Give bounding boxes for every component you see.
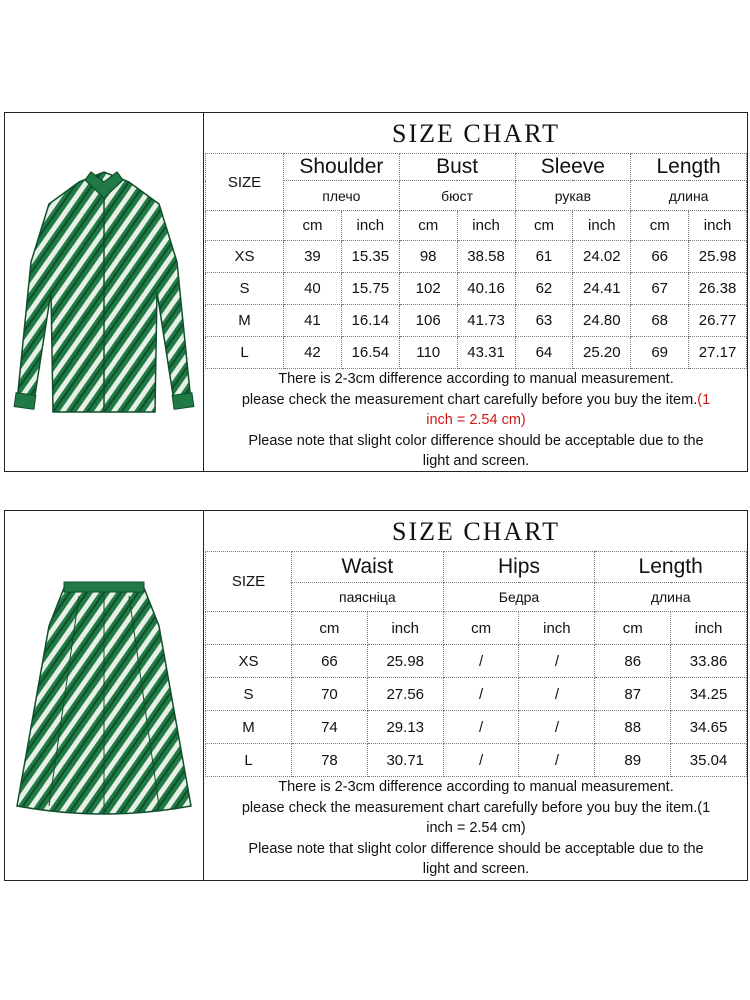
value-cell: 16.14: [341, 305, 399, 337]
value-cell: 63: [515, 305, 573, 337]
value-cell: 43.31: [457, 337, 515, 369]
value-cell: 64: [515, 337, 573, 369]
column-header-bust: Bust: [399, 154, 515, 181]
value-cell: 40: [284, 273, 342, 305]
unit-cell: cm: [399, 211, 457, 241]
value-cell: 38.58: [457, 241, 515, 273]
value-cell: 74: [292, 711, 368, 744]
column-header-hips: Hips: [443, 552, 595, 583]
value-cell: /: [519, 678, 595, 711]
value-cell: 110: [399, 337, 457, 369]
value-cell: 27.17: [689, 337, 747, 369]
value-cell: 102: [399, 273, 457, 305]
value-cell: 26.77: [689, 305, 747, 337]
column-header-sleeve: Sleeve: [515, 154, 631, 181]
size-cell: S: [206, 678, 292, 711]
value-cell: 67: [631, 273, 689, 305]
value-cell: 34.65: [671, 711, 747, 744]
unit-cell: inch: [457, 211, 515, 241]
value-cell: 25.98: [689, 241, 747, 273]
value-cell: 88: [595, 711, 671, 744]
value-cell: 61: [515, 241, 573, 273]
value-cell: 27.56: [367, 678, 443, 711]
table-row: [206, 241, 747, 273]
value-cell: /: [443, 711, 519, 744]
column-subheader-length: длина: [631, 181, 747, 211]
value-cell: /: [519, 645, 595, 678]
column-header-shoulder: Shoulder: [284, 154, 400, 181]
value-cell: 15.35: [341, 241, 399, 273]
chart-title: SIZE CHART: [392, 517, 560, 546]
value-cell: 66: [292, 645, 368, 678]
shirt-product-image: [5, 113, 204, 471]
value-cell: 30.71: [367, 744, 443, 777]
note-line: inch = 2.54 cm): [426, 820, 526, 836]
value-cell: 78: [292, 744, 368, 777]
value-cell: 70: [292, 678, 368, 711]
units-row: [206, 612, 747, 645]
skirt-size-table: [205, 551, 747, 777]
unit-cell: cm: [515, 211, 573, 241]
note-line: There is 2-3cm difference according to manual measurement.: [278, 779, 674, 795]
value-cell: 25.98: [367, 645, 443, 678]
value-cell: 42: [284, 337, 342, 369]
size-cell: S: [206, 273, 284, 305]
units-row: [206, 211, 747, 241]
column-header-length: Length: [631, 154, 747, 181]
size-cell: M: [206, 305, 284, 337]
note-text: please check the measurement chart carefully before you buy the item.: [241, 391, 698, 408]
skirt-chart-area: [205, 511, 747, 880]
chart-title: SIZE CHART: [392, 119, 560, 148]
value-cell: 69: [631, 337, 689, 369]
table-row: [206, 711, 747, 744]
value-cell: /: [519, 711, 595, 744]
value-cell: 15.75: [341, 273, 399, 305]
note-line: please check the measurement chart carefully before you buy the item.(1: [241, 799, 711, 816]
unit-cell: cm: [284, 211, 342, 241]
value-cell: /: [443, 744, 519, 777]
size-cell: L: [206, 744, 292, 777]
size-header: SIZE: [206, 552, 292, 612]
value-cell: 25.20: [573, 337, 631, 369]
skirt-product-image: [5, 511, 204, 880]
column-subheader-waist: паясніца: [292, 583, 444, 612]
table-row: [206, 744, 747, 777]
value-cell: 66: [631, 241, 689, 273]
shirt-size-table: [205, 153, 747, 369]
value-cell: 16.54: [341, 337, 399, 369]
table-row: [206, 337, 747, 369]
skirt-size-chart-panel: [4, 510, 748, 881]
table-row: [206, 305, 747, 337]
column-subheader-hips: Бедра: [443, 583, 595, 612]
measurement-notes: [205, 777, 747, 880]
value-cell: 86: [595, 645, 671, 678]
unit-cell: inch: [689, 211, 747, 241]
value-cell: 24.80: [573, 305, 631, 337]
value-cell: 29.13: [367, 711, 443, 744]
note-line: light and screen.: [422, 861, 530, 877]
value-cell: /: [443, 645, 519, 678]
value-cell: 33.86: [671, 645, 747, 678]
note-line: Please note that slight color difference should be acceptable due to the: [248, 840, 704, 857]
value-cell: 24.41: [573, 273, 631, 305]
value-cell: 106: [399, 305, 457, 337]
unit-cell: cm: [292, 612, 368, 645]
value-cell: 41: [284, 305, 342, 337]
unit-cell: inch: [367, 612, 443, 645]
empty-cell: [206, 211, 284, 241]
column-header-waist: Waist: [292, 552, 444, 583]
column-subheader-sleeve: рукав: [515, 181, 631, 211]
unit-cell: cm: [631, 211, 689, 241]
shirt-chart-area: [205, 113, 747, 471]
unit-cell: inch: [341, 211, 399, 241]
skirt-illustration: [9, 566, 199, 826]
shirt-size-chart-panel: [4, 112, 748, 472]
value-cell: 62: [515, 273, 573, 305]
note-conversion-red: (1: [697, 391, 711, 408]
value-cell: 24.02: [573, 241, 631, 273]
value-cell: 89: [595, 744, 671, 777]
value-cell: 40.16: [457, 273, 515, 305]
table-row: [206, 273, 747, 305]
note-line: light and screen.: [422, 453, 530, 469]
size-cell: XS: [206, 241, 284, 273]
value-cell: 68: [631, 305, 689, 337]
value-cell: 41.73: [457, 305, 515, 337]
unit-cell: cm: [443, 612, 519, 645]
column-subheader-shoulder: плечо: [284, 181, 400, 211]
unit-cell: cm: [595, 612, 671, 645]
value-cell: 39: [284, 241, 342, 273]
value-cell: 87: [595, 678, 671, 711]
table-row: [206, 645, 747, 678]
unit-cell: inch: [573, 211, 631, 241]
value-cell: 34.25: [671, 678, 747, 711]
value-cell: 35.04: [671, 744, 747, 777]
column-subheader-bust: бюст: [399, 181, 515, 211]
table-row: [206, 678, 747, 711]
column-header-length: Length: [595, 552, 747, 583]
size-cell: XS: [206, 645, 292, 678]
measurement-notes: [205, 369, 747, 472]
value-cell: /: [519, 744, 595, 777]
note-conversion-red: inch = 2.54 cm): [426, 412, 526, 428]
empty-cell: [206, 612, 292, 645]
column-subheader-length: длина: [595, 583, 747, 612]
value-cell: /: [443, 678, 519, 711]
unit-cell: inch: [671, 612, 747, 645]
unit-cell: inch: [519, 612, 595, 645]
note-line: [205, 390, 747, 411]
value-cell: 98: [399, 241, 457, 273]
size-header: SIZE: [206, 154, 284, 211]
note-line: There is 2-3cm difference according to manual measurement.: [278, 371, 674, 387]
note-line: Please note that slight color difference should be acceptable due to the: [248, 432, 704, 449]
size-cell: L: [206, 337, 284, 369]
shirt-illustration: [9, 142, 199, 442]
value-cell: 26.38: [689, 273, 747, 305]
size-cell: M: [206, 711, 292, 744]
